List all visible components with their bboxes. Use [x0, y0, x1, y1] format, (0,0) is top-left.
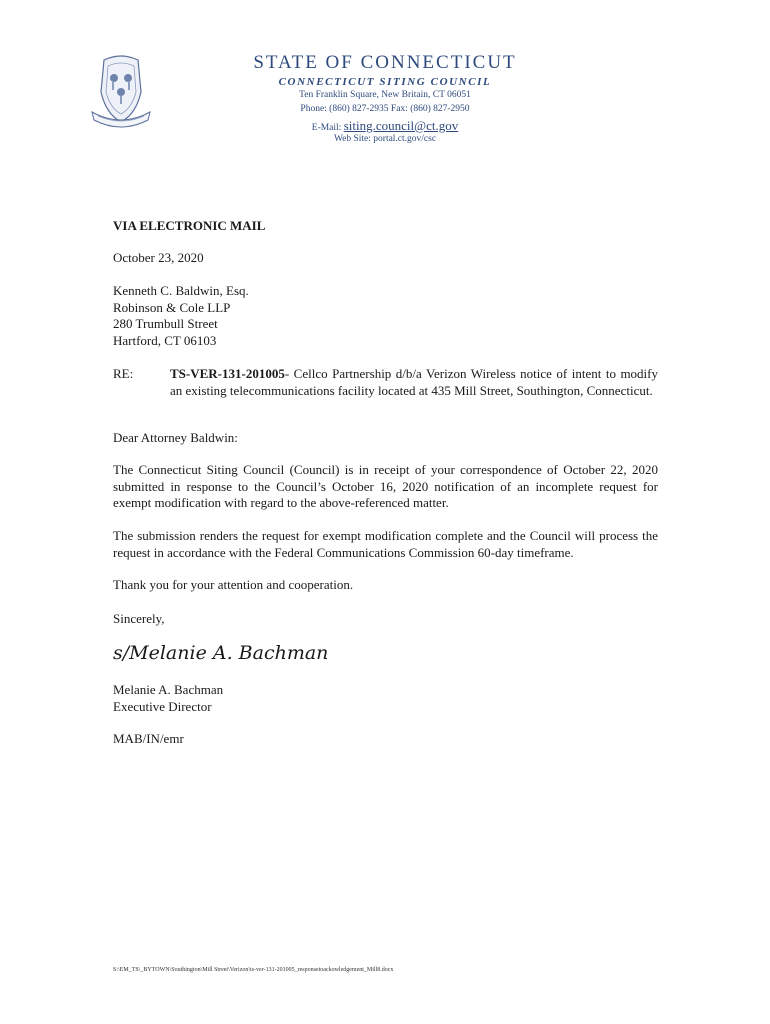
recipient-line: Hartford, CT 06103 [113, 332, 217, 348]
file-path-footer: S:\EM_TS\_BYTOWN\Southington\Mill Street\Verizon\ts-ver-131-201005_responsetoackowledgement_Mill8.docx [113, 967, 394, 973]
signer-title: Executive Director [113, 698, 212, 714]
letterhead-website: Web Site: portal.ct.gov/csc [333, 134, 437, 144]
closing: Sincerely, [113, 611, 165, 626]
subject-text [170, 366, 658, 399]
email-link[interactable]: siting.council@ct.gov [343, 118, 459, 133]
letterhead-phone: Phone: (860) 827-2935 Fax: (860) 827-2950 [300, 104, 470, 114]
subject-description: - Cellco Partnership d/b/a Verizon Wireless notice of intent to modify an existing telecommunications facility located at 435 Mill Street, Southington, Connecticut. [170, 366, 658, 398]
signer-name: Melanie A. Bachman [113, 682, 224, 697]
delivery-heading: VIA ELECTRONIC MAIL [113, 218, 266, 233]
subject-label: RE: [113, 366, 134, 381]
paragraph-1: The Connecticut Siting Council (Council) is in receipt of your correspondence of October 22, 2020 submitted in response to the Council’s October 16, 2020 notification of an incomplete request for exempt modification with regard to the above-referenced matter. [113, 462, 658, 510]
letterhead-email-line [0, 118, 770, 134]
letterhead-title: STATE OF CONNECTICUT [253, 52, 517, 73]
thanks-line: Thank you for your attention and cooperation. [113, 577, 354, 592]
letterhead-subtitle: CONNECTICUT SITING COUNCIL [278, 76, 492, 88]
email-label: E-Mail: [311, 123, 342, 133]
recipient-line: Kenneth C. Baldwin, Esq. [113, 283, 249, 298]
letterhead-address: Ten Franklin Square, New Britain, CT 06051 [299, 90, 471, 100]
recipient-line: Robinson & Cole LLP [113, 299, 231, 315]
docket-number: TS-VER-131-201005 [170, 366, 285, 381]
reference-initials: MAB/IN/emr [113, 731, 184, 746]
signature: s/Melanie A. Bachman [113, 642, 329, 664]
signer-block [113, 682, 658, 715]
recipient-address [113, 283, 658, 349]
recipient-line: 280 Trumbull Street [113, 316, 218, 331]
letter-date: October 23, 2020 [113, 250, 204, 265]
paragraph-2: The submission renders the request for exempt modification complete and the Council will process the request in accordance with the Federal Communications Commission 60-day timeframe. [113, 528, 658, 560]
salutation: Dear Attorney Baldwin: [113, 430, 238, 445]
